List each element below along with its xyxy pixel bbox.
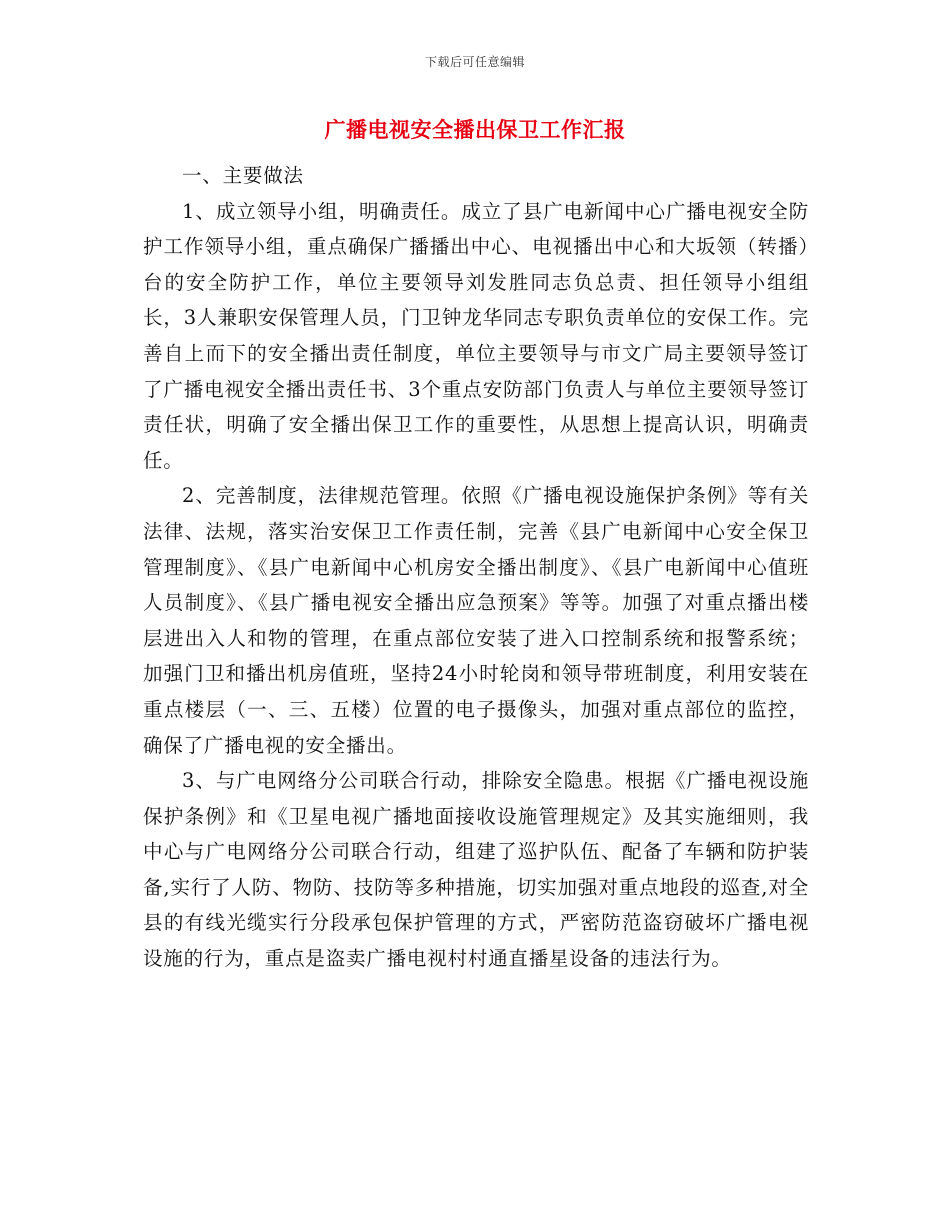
document-body	[143, 158, 809, 977]
paragraph-2: 2、完善制度，法律规范管理。依照《广播电视设施保护条例》等有关法律、法规，落实治安保卫工作责任制，完善《县广电新闻中心安全保卫管理制度》、《县广电新闻中心机房安全播出制度》、《县广电新闻中心值班人员制度》、《县广播电视安全播出应急预案》等等。加强了对重点播出楼层进出入人和物的管理，在重点部位安装了进入口控制系统和报警系统；加强门卫和播出机房值班，坚持24小时轮岗和领导带班制度，利用安装在重点楼层（一、三、五楼）位置的电子摄像头，加强对重点部位的监控，确保了广播电视的安全播出。	[143, 484, 809, 757]
paragraph-1: 1、成立领导小组，明确责任。成立了县广电新闻中心广播电视安全防护工作领导小组，重点确保广播播出中心、电视播出中心和大坂领（转播）台的安全防护工作，单位主要领导刘发胜同志负总责、担任领导小组组长，3人兼职安保管理人员，门卫钟龙华同志专职负责单位的安保工作。完善自上而下的安全播出责任制度，单位主要领导与市文广局主要领导签订了广播电视安全播出责任书、3个重点安防部门负责人与单位主要领导签订责任状，明确了安全播出保卫工作的重要性，从思想上提高认识，明确责任。	[143, 199, 809, 472]
document-title: 广播电视安全播出保卫工作汇报	[324, 117, 626, 142]
section-heading: 一、主要做法	[182, 164, 304, 187]
paragraph-3: 3、与广电网络分公司联合行动，排除安全隐患。根据《广播电视设施保护条例》和《卫星电视广播地面接收设施管理规定》及其实施细则，我中心与广电网络分公司联合行动，组建了巡护队伍、配备了车辆和防护装备,实行了人防、物防、技防等多种措施，切实加强对重点地段的巡查,对全县的有线光缆实行分段承包保护管理的方式，严密防范盗窃破坏广播电视设施的行为，重点是盗卖广播电视村村通直播星设备的违法行为。	[143, 769, 809, 971]
header-note: 下载后可任意编辑	[424, 55, 525, 69]
